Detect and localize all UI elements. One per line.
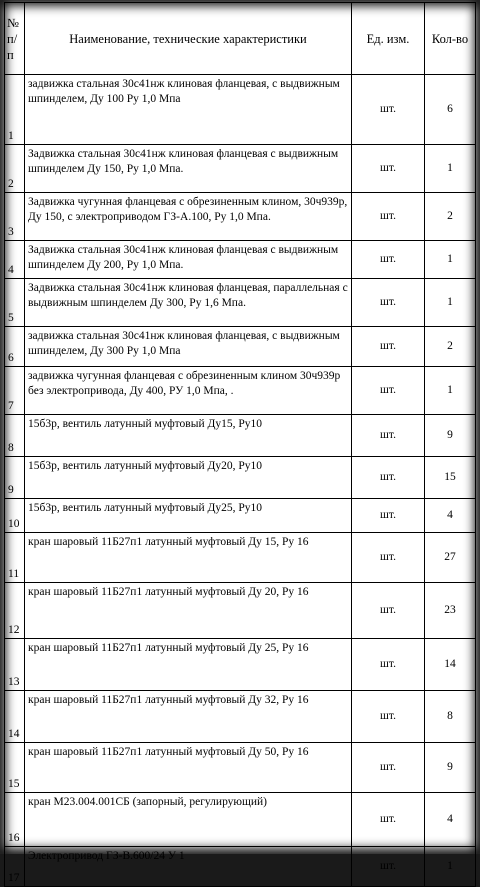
item-name: задвижка стальная 30с41нж клиновая фланцевая, с выдвижным шпинделем, Ду 300 Ру 1,0 Мпа [25, 327, 352, 367]
unit-of-measure: шт. [352, 743, 425, 793]
row-number: 7 [5, 367, 25, 415]
header-number: № п/п [5, 3, 25, 75]
item-name: 15б3р, вентиль латунный муфтовый Ду15, Ру10 [25, 415, 352, 457]
header-quantity: Кол-во [425, 3, 476, 75]
item-name: задвижка стальная 30с41нж клиновая фланцевая, с выдвижным шпинделем, Ду 100 Ру 1,0 Мпа [25, 75, 352, 145]
table-row [5, 743, 476, 793]
row-number: 12 [5, 583, 25, 639]
table-row [5, 583, 476, 639]
item-name: Задвижка стальная 30с41нж клиновая фланцевая с выдвижным шпинделем Ду 150, Ру 1,0 Мпа. [25, 145, 352, 193]
quantity: 2 [425, 327, 476, 367]
row-number: 13 [5, 639, 25, 691]
unit-of-measure: шт. [352, 639, 425, 691]
item-name: кран шаровый 11Б27п1 латунный муфтовый Ду 25, Ру 16 [25, 639, 352, 691]
row-number: 10 [5, 499, 25, 533]
row-number: 1 [5, 75, 25, 145]
row-number: 8 [5, 415, 25, 457]
row-number: 11 [5, 533, 25, 583]
unit-of-measure: шт. [352, 847, 425, 887]
quantity: 1 [425, 279, 476, 327]
quantity: 9 [425, 415, 476, 457]
row-number: 5 [5, 279, 25, 327]
unit-of-measure: шт. [352, 415, 425, 457]
row-number: 16 [5, 793, 25, 847]
table-row [5, 241, 476, 279]
quantity: 2 [425, 193, 476, 241]
header-unit: Ед. изм. [352, 3, 425, 75]
unit-of-measure: шт. [352, 499, 425, 533]
row-number: 4 [5, 241, 25, 279]
row-number: 14 [5, 691, 25, 743]
quantity: 1 [425, 145, 476, 193]
quantity: 1 [425, 367, 476, 415]
unit-of-measure: шт. [352, 793, 425, 847]
table-row [5, 327, 476, 367]
table-row [5, 457, 476, 499]
item-name: кран шаровый 11Б27п1 латунный муфтовый Ду 50, Ру 16 [25, 743, 352, 793]
equipment-table [4, 2, 476, 887]
row-number: 2 [5, 145, 25, 193]
quantity: 1 [425, 847, 476, 887]
row-number: 9 [5, 457, 25, 499]
unit-of-measure: шт. [352, 583, 425, 639]
row-number: 3 [5, 193, 25, 241]
table-row [5, 499, 476, 533]
table-row [5, 145, 476, 193]
table-header-row [5, 3, 476, 75]
row-number: 15 [5, 743, 25, 793]
table-row [5, 193, 476, 241]
unit-of-measure: шт. [352, 193, 425, 241]
quantity: 4 [425, 793, 476, 847]
item-name: Задвижка стальная 30с41нж клиновая фланцевая с выдвижным шпинделем Ду 200, Ру 1,0 Мпа. [25, 241, 352, 279]
item-name: Задвижка чугунная фланцевая с обрезиненным клином, 30ч939р, Ду 150, с электроприводом ГЗ-А.100, Ру 1,0 Мпа. [25, 193, 352, 241]
table-row [5, 415, 476, 457]
quantity: 14 [425, 639, 476, 691]
quantity: 1 [425, 241, 476, 279]
header-name: Наименование, технические характеристики [25, 3, 352, 75]
table-row [5, 691, 476, 743]
item-name: Электропривод ГЗ-В.600/24 У 1 [25, 847, 352, 887]
item-name: 15б3р, вентиль латунный муфтовый Ду20, Ру10 [25, 457, 352, 499]
item-name: Задвижка стальная 30с41нж клиновая фланцевая, параллельная с выдвижным шпинделем Ду 300, Ру 1,6 Мпа. [25, 279, 352, 327]
row-number: 17 [5, 847, 25, 887]
quantity: 27 [425, 533, 476, 583]
quantity: 4 [425, 499, 476, 533]
table-row [5, 639, 476, 691]
table-row [5, 279, 476, 327]
quantity: 15 [425, 457, 476, 499]
unit-of-measure: шт. [352, 327, 425, 367]
table-row [5, 793, 476, 847]
table-row [5, 533, 476, 583]
unit-of-measure: шт. [352, 691, 425, 743]
unit-of-measure: шт. [352, 367, 425, 415]
table-row [5, 75, 476, 145]
unit-of-measure: шт. [352, 145, 425, 193]
quantity: 23 [425, 583, 476, 639]
unit-of-measure: шт. [352, 75, 425, 145]
unit-of-measure: шт. [352, 533, 425, 583]
item-name: задвижка чугунная фланцевая с обрезиненным клином 30ч939р без электропривода, Ду 400, РУ 1,0 Мпа, . [25, 367, 352, 415]
quantity: 8 [425, 691, 476, 743]
item-name: кран шаровый 11Б27п1 латунный муфтовый Ду 20, Ру 16 [25, 583, 352, 639]
unit-of-measure: шт. [352, 241, 425, 279]
quantity: 6 [425, 75, 476, 145]
table-row [5, 847, 476, 887]
item-name: кран шаровый 11Б27п1 латунный муфтовый Ду 32, Ру 16 [25, 691, 352, 743]
item-name: кран шаровый 11Б27п1 латунный муфтовый Ду 15, Ру 16 [25, 533, 352, 583]
unit-of-measure: шт. [352, 279, 425, 327]
table-row [5, 367, 476, 415]
item-name: кран М23.004.001СБ (запорный, регулирующий) [25, 793, 352, 847]
row-number: 6 [5, 327, 25, 367]
quantity: 9 [425, 743, 476, 793]
item-name: 15б3р, вентиль латунный муфтовый Ду25, Ру10 [25, 499, 352, 533]
unit-of-measure: шт. [352, 457, 425, 499]
